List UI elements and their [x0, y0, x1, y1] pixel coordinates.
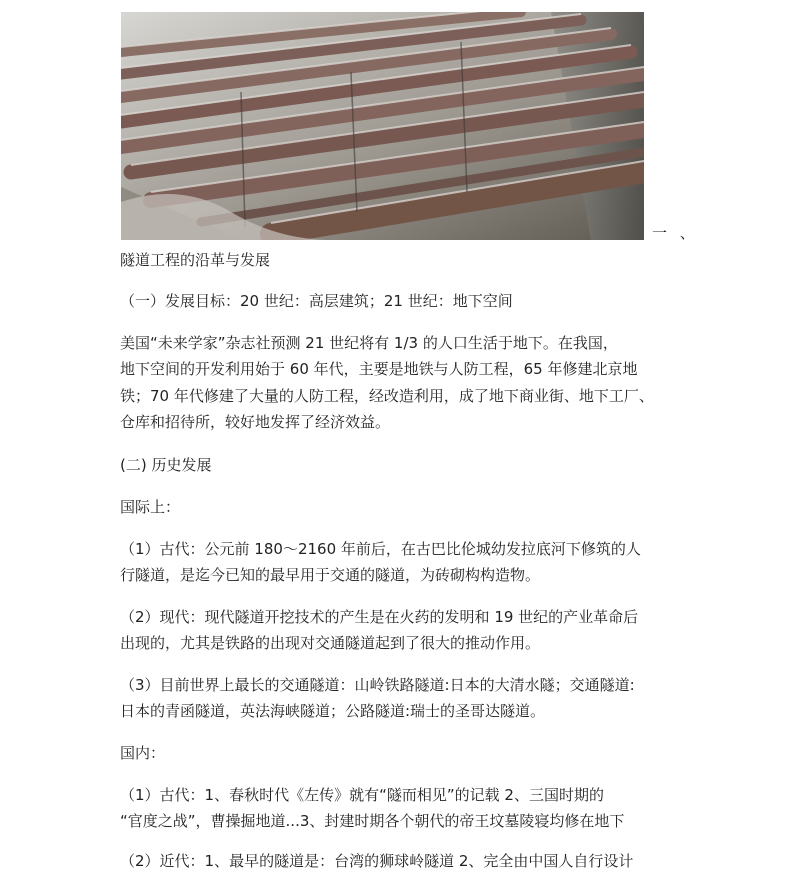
paragraph-line: 铁；70 年代修建了大量的人防工程，经改造利用，成了地下商业街、地下工厂、: [120, 387, 654, 405]
tunnel-photo-drawing: [121, 12, 644, 240]
paragraph-line: 仓库和招待所，较好地发挥了经济效益。: [120, 413, 391, 431]
domestic-item-line: “官度之战”，曹操掘地道...3、封建时期各个朝代的帝王坟墓陵寝均修在地下: [120, 812, 625, 830]
main-heading: 隧道工程的沿革与发展: [120, 251, 271, 269]
paragraph-line: 美国“未来学家”杂志社预测 21 世纪将有 1/3 的人口生活于地下。在我国，: [120, 334, 618, 352]
intl-item-line: （1）古代：公元前 180～2160 年前后，在古巴比伦城幼发拉底河下修筑的人: [120, 540, 641, 558]
section-2-title: (二) 历史发展: [120, 456, 212, 474]
international-label: 国际上：: [120, 498, 181, 516]
domestic-label: 国内：: [120, 744, 166, 762]
intl-item-line: 出现的，尤其是铁路的出现对交通隧道起到了很大的推动作用。: [120, 634, 541, 652]
domestic-item-line: （2）近代：1、最早的隧道是：台湾的狮球岭隧道 2、完全由中国人自行设计: [120, 852, 634, 870]
paragraph-line: 地下空间的开发利用始于 60 年代，主要是地铁与人防工程，65 年修建北京地: [120, 360, 638, 378]
domestic-item-line: （1）古代：1、春秋时代《左传》就有“隧而相见”的记载 2、三国时期的: [120, 786, 604, 804]
heading-number: 一 、: [652, 224, 699, 242]
intl-item-line: （3）目前世界上最长的交通隧道：山岭铁路隧道:日本的大清水隧；交通隧道:: [120, 676, 635, 694]
intl-item-line: （2）现代：现代隧道开挖技术的产生是在火药的发明和 19 世纪的产业革命后: [120, 608, 639, 626]
section-1-title: （一）发展目标：20 世纪：高层建筑；21 世纪：地下空间: [120, 292, 513, 310]
intl-item-line: 日本的青函隧道，英法海峡隧道；公路隧道:瑞士的圣哥达隧道。: [120, 702, 546, 720]
intl-item-line: 行隧道，是迄今已知的最早用于交通的隧道，为砖砌构构造物。: [120, 566, 541, 584]
tunnel-photo: [121, 12, 644, 240]
